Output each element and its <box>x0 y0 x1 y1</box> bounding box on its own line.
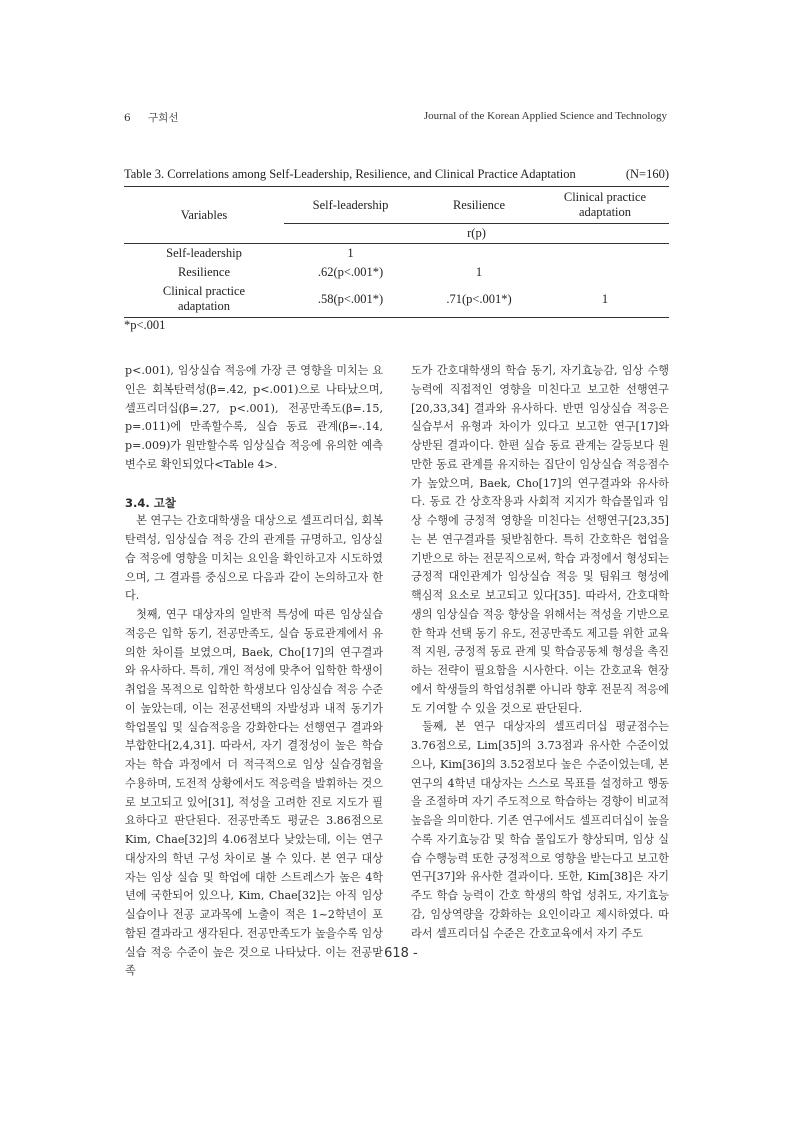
row-label-line2: adaptation <box>177 299 231 314</box>
header-author: 구희선 <box>148 112 179 124</box>
table-sample-size: (N=160) <box>625 167 669 181</box>
paragraph: 도가 간호대학생의 학습 동기, 자기효능감, 임상 수행능력에 직접적인 영향을 미친다고 보고한 선행연구[20,33,34] 결과와 유사하다. 반면 임상실습 적응은 실습부서 유형과 차이가 있다고 보고한 연구[17]와 상반된 결과이다. 한편 실습 동료 관계는 갈등보다 원만한 동료 관계를 유지하는 집단이 임상실습 적응점수가 높았으며, Baek, Cho[17]의 연구결과와 유사하다. 동료 간 상호작용과 사회적 지지가 학습몰입과 임상 수행에 긍정적 영향을 미친다는 선행연구[23,35]는 본 연구결과를 뒷받침한다. 특히 간호학은 협업을 기반으로 하는 전문직으로써, 학습 과정에서 형성되는 긍정적 대인관계가 임상실습 적응 및 팀워크 형성에 핵심적 요소로 보고되고 있다[35]. 따라서, 간호대학생의 임상실습 적응 향상을 위해서는 적성을 기반으로 한 학과 선택 동기 유도, 전공만족도 제고를 위한 교육적 지원, 긍정적 동료 관계 및 학습공동체 형성을 촉진하는 전략이 필요함을 시사한다. 이는 간호교육 현장에서 학생들의 학업성취뿐 아니라 향후 전문직 적응에도 기여할 수 있을 것으로 판단된다. <box>411 364 669 715</box>
paragraph: p<.001), 임상실습 적응에 가장 큰 영향을 미치는 요인은 회복탄력성(β=.42, p<.001)으로 나타났으며, 셀프리더십(β=.27, p<.001), 전공만족도(β=.15, p=.011)에 만족할수록, 실습 동료 관계(β=-.14, p=.009)가 원만할수록 임상실습 적응에 유의한 예측변수로 확인되었다<Table 4>. <box>125 364 383 471</box>
left-text-column <box>125 362 383 981</box>
row-label-resilience: Resilience <box>177 264 231 279</box>
page-number-footer: - 618 - <box>375 946 418 961</box>
table-caption-text: Table 3. Correlations among Self-Leadership, Resilience, and Clinical Practice Adaptation <box>124 167 576 181</box>
section-heading: 3.4. 고찰 <box>125 495 176 510</box>
paragraph: 첫째, 연구 대상자의 일반적 특성에 따른 임상실습 적응은 입학 동기, 전공만족도, 실습 동료관계에서 유의한 차이를 보였으며, Baek, Cho[17]의 연구결과와 유사하다. 특히, 개인 적성에 맞추어 입학한 학생이 취업을 목적으로 입학한 학생보다 임상실습 적응 수준이 높았는데, 이는 전공선택의 자발성과 내적 동기가 학업몰입 및 실습적응을 강화한다는 선행연구 결과와 부합한다[2,4,31]. 따라서, 자기 결정성이 높은 학습자는 학습 과정에서 더 적극적으로 임상 실습경험을 수용하며, 도전적 상황에서도 적응력을 발휘하는 것으로 보고되고 있어[31], 적성을 고려한 진로 지도가 필요하다고 판단된다. 전공만족도 평균은 3.86점으로 Kim, Chae[32]의 4.06점보다 낮았는데, 이는 연구 대상자의 학년 구성 차이로 볼 수 있다. 본 연구 대상자는 임상 실습 및 학업에 대한 스트레스가 높은 4학년에 국한되어 있으나, Kim, Chae[32]는 아직 임상 실습이나 전공 교과목에 노출이 적은 1~2학년이 포함된 결과라고 생각된다. 전공만족도가 높을수록 임상실습 적응 수준이 높은 것으로 나타났다. 이는 전공만족 <box>125 608 383 978</box>
row-label-clinical-adaptation <box>124 282 284 318</box>
paragraph: 본 연구는 간호대학생을 대상으로 셀프리더십, 회복탄력성, 임상실습 적응 간의 관계를 규명하고, 임상실습 적응에 영향을 미치는 요인을 확인하고자 시도하였으며, 그 결과를 중심으로 다음과 같이 논의하고자 한다. <box>125 514 383 603</box>
cell-value: 1 <box>347 245 354 260</box>
header-clinical-line2: adaptation <box>578 205 632 219</box>
table-row <box>124 263 669 282</box>
header-variables: Variables <box>180 207 228 222</box>
row-label-line1: Clinical practice <box>162 284 246 299</box>
correlation-table <box>124 186 669 318</box>
cell-value: 1 <box>475 264 483 279</box>
table-note: *p<.001 <box>124 318 166 332</box>
header-journal-title: Journal of the Korean Applied Science and Technology <box>423 110 667 122</box>
header-resilience: Resilience <box>452 197 506 212</box>
running-header-left <box>124 110 178 125</box>
cell-value: .58(p<.001*) <box>317 291 384 306</box>
header-clinical-adaptation <box>541 187 669 224</box>
cell-value: .71(p<.001*) <box>446 291 512 306</box>
paragraph: 둘째, 본 연구 대상자의 셀프리더십 평균점수는 3.76점으로, Lim[35]의 3.73점과 유사한 수준이었으나, Kim[36]의 3.52점보다 높은 수준이었는데, 본 연구의 4학년 대상자는 스스로 목표를 설정하고 행동을 조절하며 자기 주도적으로 학습하는 경향이 비교적 높음을 의미한다. 기존 연구에서도 셀프리더십이 높을수록 자기효능감 및 학습 몰입도가 향상되며, 임상 실습 수행능력 또한 긍정적으로 영향을 받는다고 보고한 연구[37]와 유사한 결과이다. 또한, Kim[38]은 자기주도 학습 능력이 간호 학생의 학업 성취도, 자기효능감, 임상역량을 강화하는 요인이라고 제시하였다. 따라서 셀프리더십 수준은 간호교육에서 자기 주도 <box>411 720 669 940</box>
table-caption <box>124 167 669 182</box>
row-label-self-leadership: Self-leadership <box>166 245 242 260</box>
right-text-column <box>411 362 669 943</box>
table-row <box>124 282 669 318</box>
cell-value: .62(p<.001*) <box>317 264 384 279</box>
header-page-number: 6 <box>124 112 131 124</box>
cell-value: 1 <box>601 291 609 306</box>
header-self-leadership: Self-leadership <box>312 197 389 212</box>
table-row <box>124 244 669 263</box>
header-clinical-line1: Clinical practice <box>563 190 647 204</box>
header-rp: r(p) <box>284 224 669 244</box>
